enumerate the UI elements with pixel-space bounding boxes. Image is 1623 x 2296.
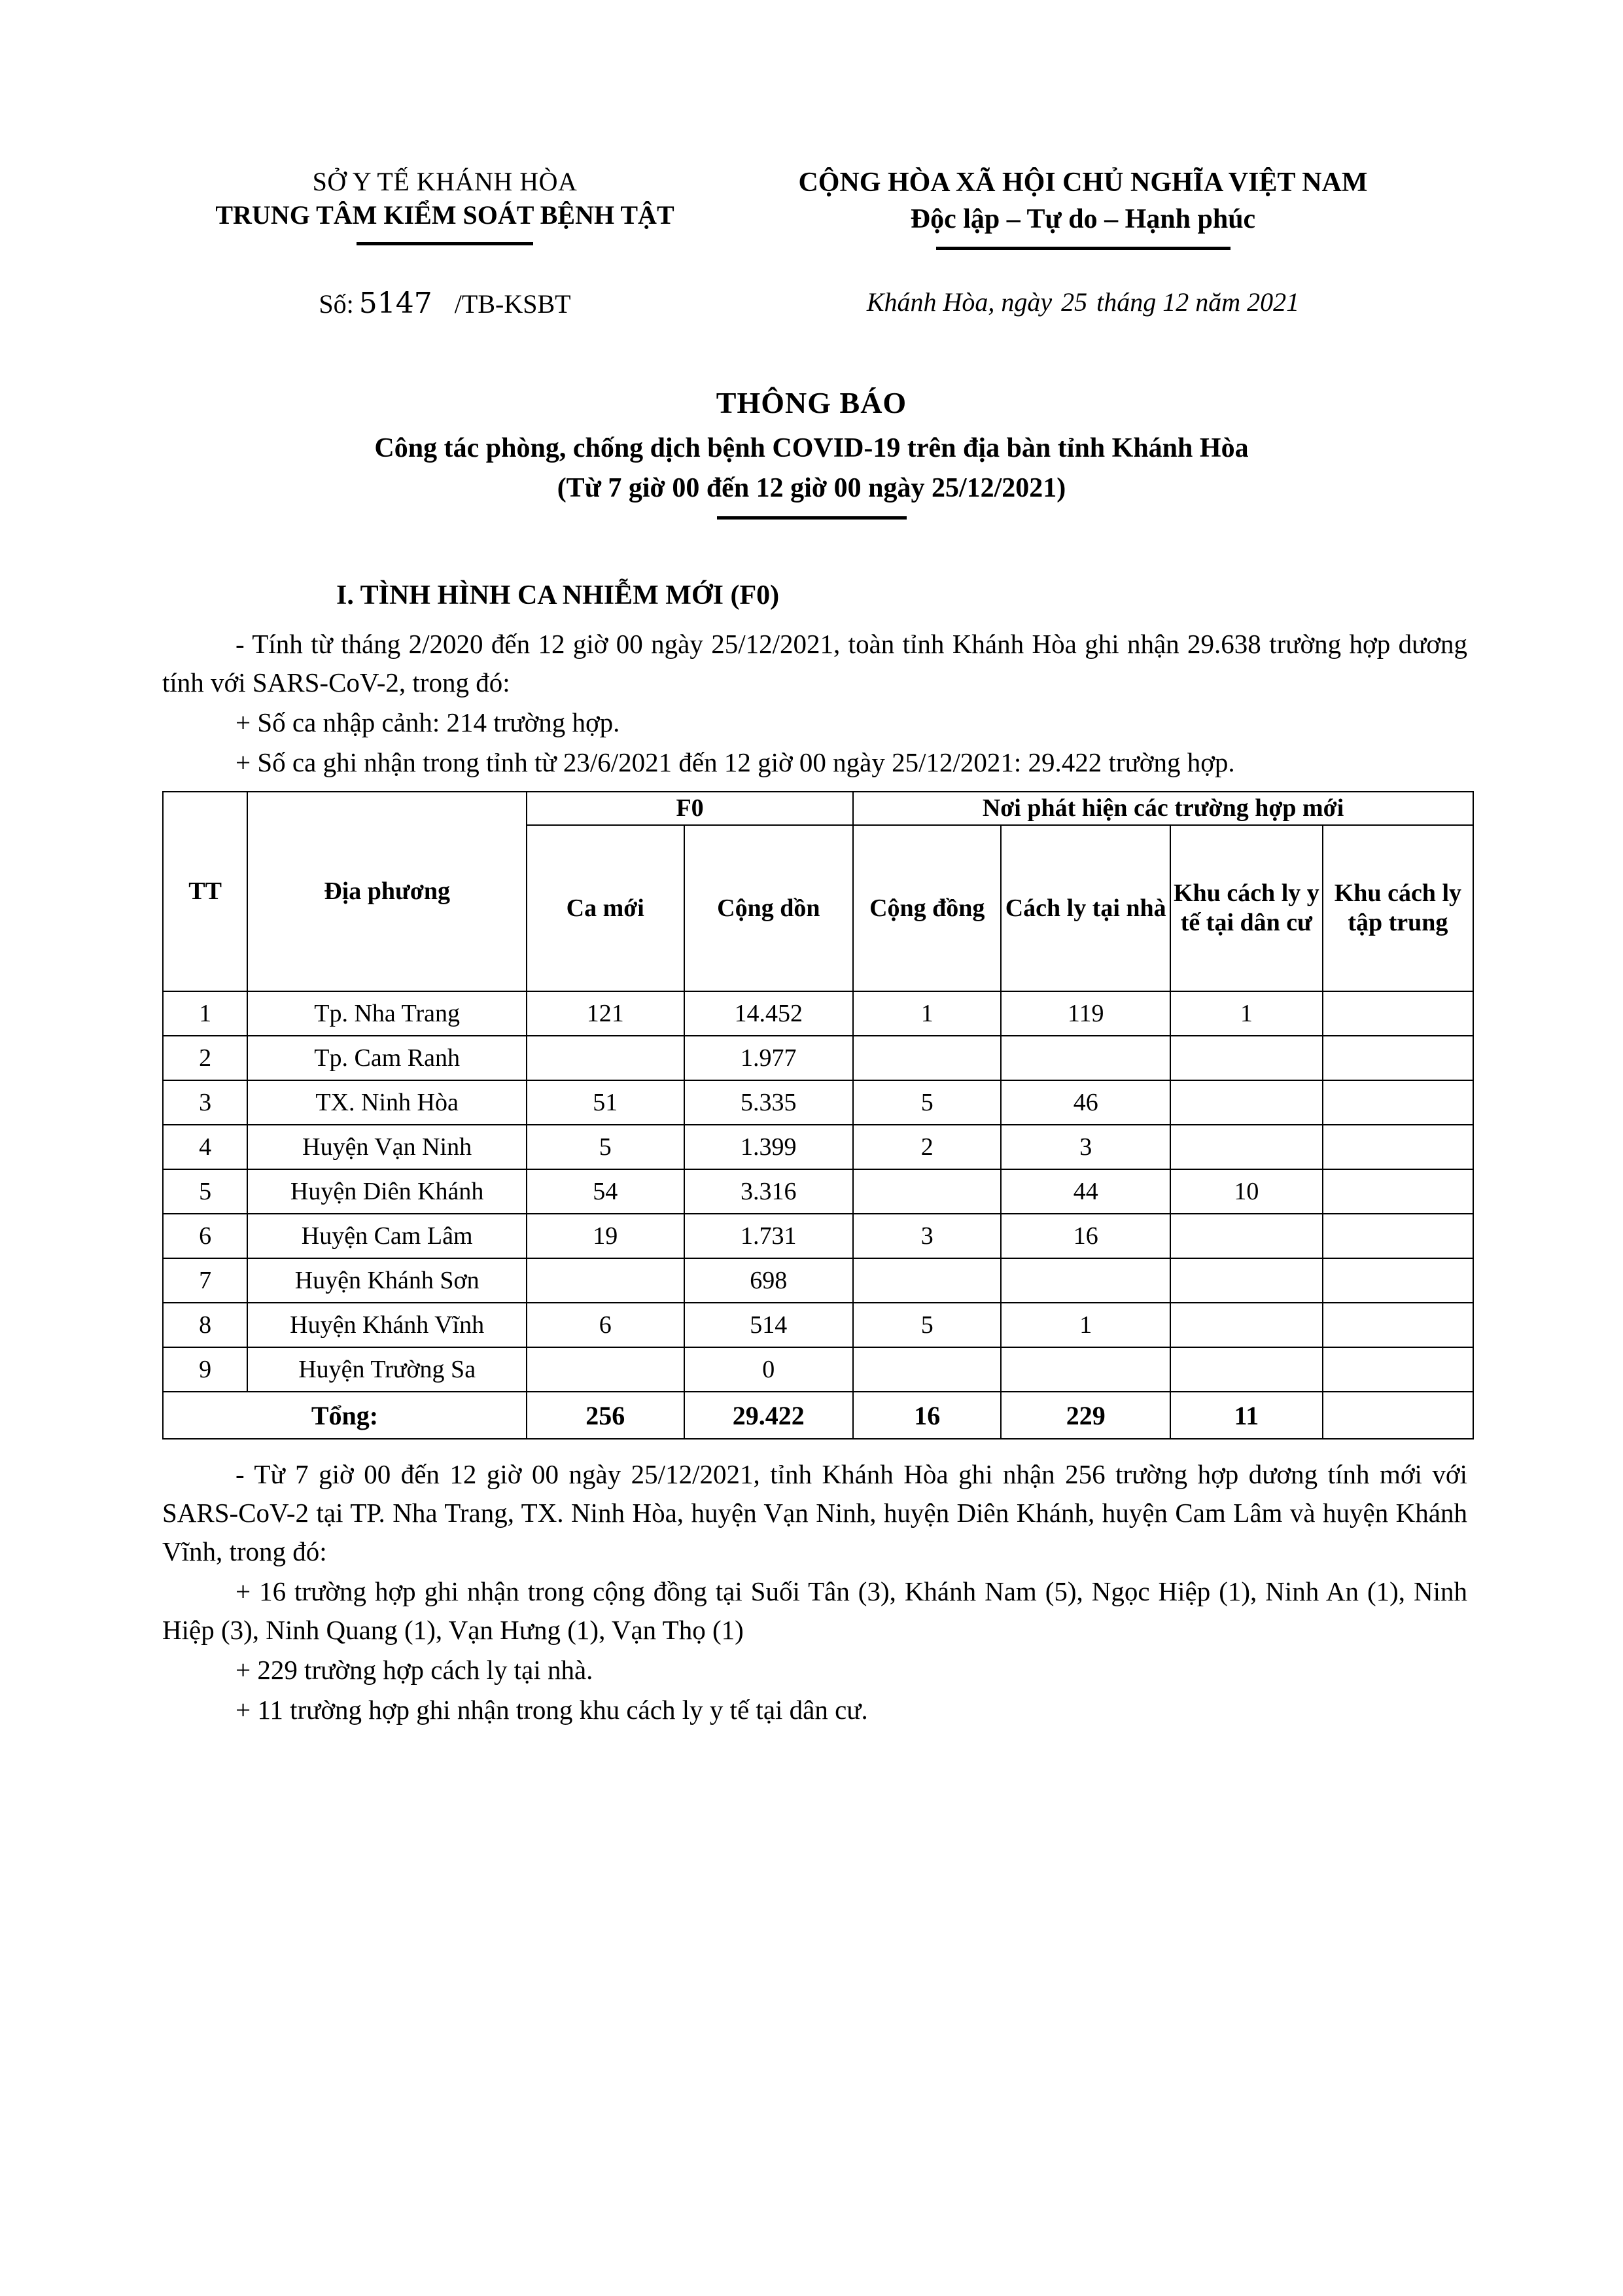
cell-cong-dong: 2 <box>853 1125 1001 1169</box>
cell-cach-ly-tai-nha <box>1001 1036 1170 1080</box>
cell-locality-name: Huyện Trường Sa <box>247 1347 527 1392</box>
covid-cases-table <box>162 791 1474 1439</box>
table-row <box>163 1125 1473 1169</box>
header-group-detection-place: Nơi phát hiện các trường hợp mới <box>853 792 1473 825</box>
cell-khu-cach-ly-y-te <box>1170 1125 1323 1169</box>
month-label: tháng <box>1096 287 1157 317</box>
table-row <box>163 1169 1473 1214</box>
cell-locality-name: Huyện Khánh Vĩnh <box>247 1303 527 1347</box>
cell-khu-cach-ly-y-te <box>1170 1347 1323 1392</box>
cell-khu-cach-ly-tap-trung <box>1323 1258 1473 1303</box>
table-head <box>163 792 1473 991</box>
cell-locality-name: Huyện Cam Lâm <box>247 1214 527 1258</box>
paragraph-medical-quarantine-zone: + 11 trường hợp ghi nhận trong khu cách ly y tế tại dân cư. <box>236 1695 868 1725</box>
cell-cach-ly-tai-nha: 1 <box>1001 1303 1170 1347</box>
cell-khu-cach-ly-y-te <box>1170 1036 1323 1080</box>
cell-tt: 1 <box>163 991 247 1036</box>
header-ca-moi: Ca mới <box>527 825 684 991</box>
place-and-date <box>693 287 1473 320</box>
cell-ca-moi <box>527 1258 684 1303</box>
total-khu-cach-ly-tap-trung <box>1323 1392 1473 1439</box>
cell-cong-don: 698 <box>684 1258 854 1303</box>
total-cong-dong: 16 <box>853 1392 1001 1439</box>
header-khu-cach-ly-tap-trung: Khu cách ly tập trung <box>1323 825 1473 991</box>
cell-khu-cach-ly-tap-trung <box>1323 1080 1473 1125</box>
cell-cong-don: 0 <box>684 1347 854 1392</box>
national-heading <box>693 165 1473 250</box>
cell-locality-name: Tp. Cam Ranh <box>247 1036 527 1080</box>
cell-cong-dong: 5 <box>853 1080 1001 1125</box>
header-cong-dong: Cộng đồng <box>853 825 1001 991</box>
header-tt: TT <box>163 792 247 991</box>
cell-locality-name: Huyện Diên Khánh <box>247 1169 527 1214</box>
cell-cach-ly-tai-nha: 46 <box>1001 1080 1170 1125</box>
cell-cong-don: 1.977 <box>684 1036 854 1080</box>
header-group-f0: F0 <box>527 792 853 825</box>
cell-cong-don: 1.399 <box>684 1125 854 1169</box>
cell-khu-cach-ly-tap-trung <box>1323 1347 1473 1392</box>
cell-cach-ly-tai-nha: 3 <box>1001 1125 1170 1169</box>
cell-tt: 6 <box>163 1214 247 1258</box>
document-body <box>0 576 1623 1729</box>
table-header-group-row <box>163 792 1473 825</box>
cell-ca-moi: 121 <box>527 991 684 1036</box>
header-divider-left <box>357 242 533 245</box>
table-total-row <box>163 1392 1473 1439</box>
cell-locality-name: Tp. Nha Trang <box>247 991 527 1036</box>
header-dia-phuong: Địa phương <box>247 792 527 991</box>
total-label: Tổng: <box>163 1392 527 1439</box>
cell-cong-dong: 5 <box>853 1303 1001 1347</box>
document-subtitle: Công tác phòng, chống dịch bệnh COVID-19 trên địa bàn tỉnh Khánh Hòa <box>374 433 1249 464</box>
cell-cong-dong: 3 <box>853 1214 1001 1258</box>
cell-tt: 3 <box>163 1080 247 1125</box>
cell-cong-dong <box>853 1169 1001 1214</box>
document-title-block <box>0 383 1623 520</box>
cell-cach-ly-tai-nha: 44 <box>1001 1169 1170 1214</box>
cell-cong-dong <box>853 1347 1001 1392</box>
cell-tt: 9 <box>163 1347 247 1392</box>
document-number <box>196 287 693 320</box>
paragraph-new-cases-summary: - Từ 7 giờ 00 đến 12 giờ 00 ngày 25/12/2021, tỉnh Khánh Hòa ghi nhận 256 trường hợp dương tính mới với SARS-CoV-2 tại TP. Nha Trang, TX. Ninh Hòa, huyện Vạn Ninh, huyện Diên Khánh, huyện Cam Lâm và huyện Khánh Vĩnh, trong đó: <box>162 1459 1467 1567</box>
document-number-value: 5147 <box>358 287 432 321</box>
cell-locality-name: TX. Ninh Hòa <box>247 1080 527 1125</box>
cell-ca-moi: 5 <box>527 1125 684 1169</box>
cell-ca-moi <box>527 1036 684 1080</box>
cell-cong-dong <box>853 1258 1001 1303</box>
table-row <box>163 1036 1473 1080</box>
date-year: 2021 <box>1247 287 1300 317</box>
cell-ca-moi: 6 <box>527 1303 684 1347</box>
cell-khu-cach-ly-tap-trung <box>1323 1303 1473 1347</box>
section-heading-i: I. TÌNH HÌNH CA NHIỄM MỚI (F0) <box>336 580 780 611</box>
paragraph-cumulative-total: - Tính từ tháng 2/2020 đến 12 giờ 00 ngày 25/12/2021, toàn tỉnh Khánh Hòa ghi nhận 29.638 trường hợp dương tính với SARS-CoV-2, trong đó: <box>162 629 1467 698</box>
header-cong-don: Cộng dồn <box>684 825 854 991</box>
cell-ca-moi: 54 <box>527 1169 684 1214</box>
total-ca-moi: 256 <box>527 1392 684 1439</box>
cell-khu-cach-ly-tap-trung <box>1323 1036 1473 1080</box>
date-month: 12 <box>1162 287 1189 317</box>
cell-cach-ly-tai-nha <box>1001 1347 1170 1392</box>
cell-khu-cach-ly-y-te <box>1170 1080 1323 1125</box>
total-cach-ly-tai-nha: 229 <box>1001 1392 1170 1439</box>
cell-cach-ly-tai-nha: 119 <box>1001 991 1170 1036</box>
place-label: Khánh Hòa, ngày <box>866 287 1053 317</box>
cell-khu-cach-ly-y-te <box>1170 1303 1323 1347</box>
cell-locality-name: Huyện Khánh Sơn <box>247 1258 527 1303</box>
document-number-suffix: /TB-KSBT <box>454 289 571 319</box>
cell-cong-dong <box>853 1036 1001 1080</box>
paragraph-home-quarantine: + 229 trường hợp cách ly tại nhà. <box>236 1655 593 1686</box>
cell-cong-dong: 1 <box>853 991 1001 1036</box>
document-period: (Từ 7 giờ 00 đến 12 giờ 00 ngày 25/12/2021) <box>557 473 1066 504</box>
table-row <box>163 1214 1473 1258</box>
cell-cong-don: 514 <box>684 1303 854 1347</box>
header-divider-right <box>936 247 1230 250</box>
document-header <box>0 0 1623 250</box>
cell-tt: 7 <box>163 1258 247 1303</box>
cell-khu-cach-ly-y-te <box>1170 1258 1323 1303</box>
cell-khu-cach-ly-tap-trung <box>1323 1214 1473 1258</box>
paragraph-community-cases: + 16 trường hợp ghi nhận trong cộng đồng tại Suối Tân (3), Khánh Nam (5), Ngọc Hiệp (1), Ninh An (1), Ninh Hiệp (3), Ninh Quang (1), Vạn Hưng (1), Vạn Thọ (1) <box>162 1576 1467 1646</box>
cell-tt: 8 <box>163 1303 247 1347</box>
table-row <box>163 1347 1473 1392</box>
cell-khu-cach-ly-tap-trung <box>1323 1169 1473 1214</box>
cell-khu-cach-ly-tap-trung <box>1323 991 1473 1036</box>
cell-tt: 5 <box>163 1169 247 1214</box>
department-name: SỞ Y TẾ KHÁNH HÒA <box>312 167 578 196</box>
header-khu-cach-ly-y-te: Khu cách ly y tế tại dân cư <box>1170 825 1323 991</box>
cell-cong-don: 3.316 <box>684 1169 854 1214</box>
table-body <box>163 991 1473 1439</box>
cell-khu-cach-ly-y-te: 10 <box>1170 1169 1323 1214</box>
cell-ca-moi <box>527 1347 684 1392</box>
cell-cong-don: 14.452 <box>684 991 854 1036</box>
cell-cong-don: 1.731 <box>684 1214 854 1258</box>
cell-cong-don: 5.335 <box>684 1080 854 1125</box>
total-khu-cach-ly-y-te: 11 <box>1170 1392 1323 1439</box>
date-day: 25 <box>1061 287 1088 317</box>
document-number-label: Số: <box>319 289 354 319</box>
issuing-organization <box>196 165 693 245</box>
cell-locality-name: Huyện Vạn Ninh <box>247 1125 527 1169</box>
cell-tt: 2 <box>163 1036 247 1080</box>
national-motto: Độc lập – Tự do – Hạnh phúc <box>910 203 1256 234</box>
header-cach-ly-tai-nha: Cách ly tại nhà <box>1001 825 1170 991</box>
cell-cach-ly-tai-nha: 16 <box>1001 1214 1170 1258</box>
cell-tt: 4 <box>163 1125 247 1169</box>
table-row <box>163 991 1473 1036</box>
cell-khu-cach-ly-tap-trung <box>1323 1125 1473 1169</box>
center-name: TRUNG TÂM KIỂM SOÁT BỆNH TẬT <box>215 200 674 230</box>
paragraph-imported-cases: + Số ca nhập cảnh: 214 trường hợp. <box>236 707 620 738</box>
cell-cach-ly-tai-nha <box>1001 1258 1170 1303</box>
document-type-title: THÔNG BÁO <box>716 386 907 420</box>
total-cong-don: 29.422 <box>684 1392 854 1439</box>
table-row <box>163 1080 1473 1125</box>
cell-ca-moi: 19 <box>527 1214 684 1258</box>
cell-khu-cach-ly-y-te <box>1170 1214 1323 1258</box>
title-divider <box>717 516 907 520</box>
year-label: năm <box>1195 287 1241 317</box>
table-row <box>163 1258 1473 1303</box>
cell-ca-moi: 51 <box>527 1080 684 1125</box>
table-row <box>163 1303 1473 1347</box>
paragraph-domestic-cases: + Số ca ghi nhận trong tỉnh từ 23/6/2021 đến 12 giờ 00 ngày 25/12/2021: 29.422 trường hợp. <box>236 747 1235 778</box>
document-number-row <box>0 287 1623 320</box>
cell-khu-cach-ly-y-te: 1 <box>1170 991 1323 1036</box>
country-name: CỘNG HÒA XÃ HỘI CHỦ NGHĨA VIỆT NAM <box>798 168 1368 198</box>
